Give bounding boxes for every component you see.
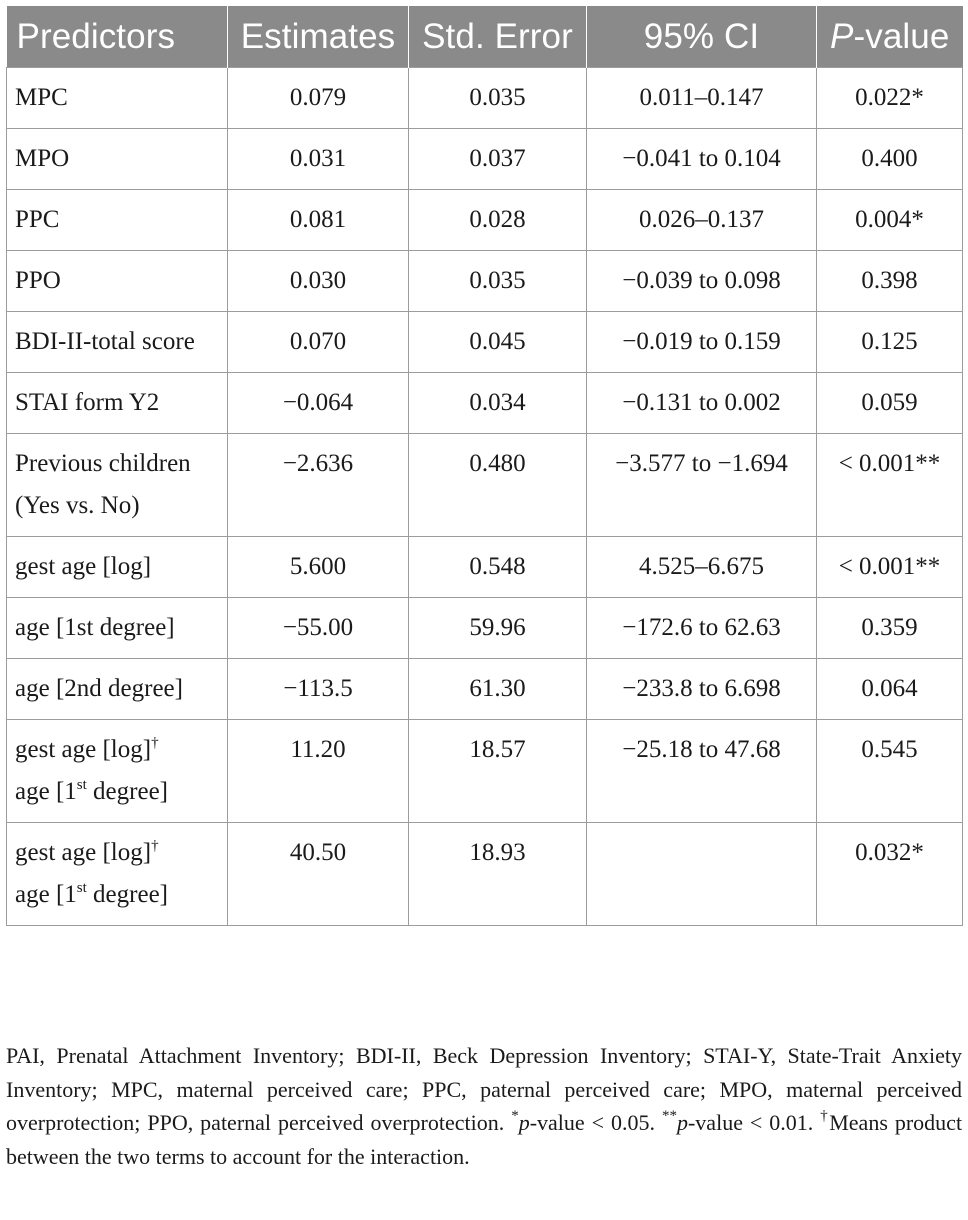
cell-predictor bbox=[7, 720, 228, 823]
cell-std-error: 0.035 bbox=[409, 68, 587, 129]
cell-ci: −0.041 to 0.104 bbox=[587, 129, 817, 190]
footnote-sig1 bbox=[511, 1110, 655, 1135]
table-row bbox=[7, 312, 963, 373]
cell-predictor: age [1st degree] bbox=[7, 598, 228, 659]
cell-ci: −25.18 to 47.68 bbox=[587, 720, 817, 823]
cell-ci: −0.019 to 0.159 bbox=[587, 312, 817, 373]
table-row bbox=[7, 537, 963, 598]
interaction-term-1: gest age [log] bbox=[15, 736, 152, 763]
table-row bbox=[7, 598, 963, 659]
cell-ci: −0.039 to 0.098 bbox=[587, 251, 817, 312]
cell-estimate: 0.030 bbox=[228, 251, 409, 312]
cell-std-error: 0.480 bbox=[409, 434, 587, 537]
table-row bbox=[7, 373, 963, 434]
table-row bbox=[7, 251, 963, 312]
cell-std-error: 0.037 bbox=[409, 129, 587, 190]
header-p-rest: -value bbox=[853, 16, 950, 56]
regression-table bbox=[6, 6, 963, 926]
cell-predictor: gest age [log] bbox=[7, 537, 228, 598]
dagger-mark: † bbox=[820, 1108, 830, 1124]
cell-ci: −172.6 to 62.63 bbox=[587, 598, 817, 659]
cell-std-error: 61.30 bbox=[409, 659, 587, 720]
sig2-text: -value < 0.01. bbox=[687, 1110, 814, 1135]
interaction-term-2b: degree] bbox=[86, 778, 168, 805]
cell-std-error: 59.96 bbox=[409, 598, 587, 659]
cell-p-value: < 0.001** bbox=[817, 537, 963, 598]
cell-estimate: −0.064 bbox=[228, 373, 409, 434]
cell-predictor: age [2nd degree] bbox=[7, 659, 228, 720]
cell-p-value: 0.064 bbox=[817, 659, 963, 720]
cell-estimate: −2.636 bbox=[228, 434, 409, 537]
cell-std-error: 18.57 bbox=[409, 720, 587, 823]
cell-p-value: 0.545 bbox=[817, 720, 963, 823]
cell-predictor: BDI-II-total score bbox=[7, 312, 228, 373]
interaction-term-1: gest age [log] bbox=[15, 839, 152, 866]
cell-estimate: 0.031 bbox=[228, 129, 409, 190]
table-row bbox=[7, 129, 963, 190]
p-italic: p bbox=[676, 1110, 688, 1135]
dagger-text: Means product between the two terms to account for the interaction. bbox=[6, 1110, 963, 1169]
cell-ci: 0.011–0.147 bbox=[587, 68, 817, 129]
star-mark: * bbox=[511, 1108, 519, 1124]
table-row bbox=[7, 190, 963, 251]
cell-p-value: 0.125 bbox=[817, 312, 963, 373]
cell-ci: −233.8 to 6.698 bbox=[587, 659, 817, 720]
cell-estimate: 0.070 bbox=[228, 312, 409, 373]
cell-estimate: 5.600 bbox=[228, 537, 409, 598]
cell-estimate: 11.20 bbox=[228, 720, 409, 823]
dagger-mark: † bbox=[151, 838, 159, 854]
cell-std-error: 0.035 bbox=[409, 251, 587, 312]
cell-estimate: −113.5 bbox=[228, 659, 409, 720]
header-row bbox=[7, 6, 963, 68]
cell-predictor: PPC bbox=[7, 190, 228, 251]
cell-std-error: 0.548 bbox=[409, 537, 587, 598]
cell-p-value: 0.359 bbox=[817, 598, 963, 659]
cell-p-value: 0.022* bbox=[817, 68, 963, 129]
cell-p-value: 0.032* bbox=[817, 823, 963, 926]
header-p-italic: P bbox=[830, 16, 854, 56]
cell-predictor: PPO bbox=[7, 251, 228, 312]
cell-std-error: 0.034 bbox=[409, 373, 587, 434]
cell-p-value: 0.059 bbox=[817, 373, 963, 434]
footnote-sig2 bbox=[662, 1110, 813, 1135]
cell-ci: 4.525–6.675 bbox=[587, 537, 817, 598]
cell-estimate: 0.079 bbox=[228, 68, 409, 129]
header-estimates: Estimates bbox=[228, 6, 409, 68]
interaction-term-2a: age [1 bbox=[15, 778, 77, 805]
ordinal-suffix: st bbox=[76, 777, 87, 793]
header-ci: 95% CI bbox=[587, 6, 817, 68]
interaction-term-2a: age [1 bbox=[15, 881, 77, 908]
table-footnote bbox=[6, 1039, 962, 1173]
regression-table-container bbox=[6, 6, 962, 926]
ordinal-suffix: st bbox=[76, 880, 87, 896]
cell-std-error: 18.93 bbox=[409, 823, 587, 926]
cell-predictor: MPO bbox=[7, 129, 228, 190]
table-header bbox=[7, 6, 963, 68]
table-row bbox=[7, 659, 963, 720]
double-star-mark: ** bbox=[661, 1108, 677, 1124]
cell-predictor: STAI form Y2 bbox=[7, 373, 228, 434]
cell-estimate: 0.081 bbox=[228, 190, 409, 251]
cell-estimate: −55.00 bbox=[228, 598, 409, 659]
cell-predictor: Previous children (Yes vs. No) bbox=[7, 434, 228, 537]
cell-p-value: 0.400 bbox=[817, 129, 963, 190]
cell-ci: 0.026–0.137 bbox=[587, 190, 817, 251]
table-row-interaction bbox=[7, 823, 963, 926]
table-row-interaction bbox=[7, 720, 963, 823]
cell-predictor: MPC bbox=[7, 68, 228, 129]
cell-p-value: 0.004* bbox=[817, 190, 963, 251]
header-p-value bbox=[817, 6, 963, 68]
header-predictors: Predictors bbox=[7, 6, 228, 68]
cell-predictor bbox=[7, 823, 228, 926]
cell-estimate: 40.50 bbox=[228, 823, 409, 926]
cell-p-value: < 0.001** bbox=[817, 434, 963, 537]
table-row bbox=[7, 68, 963, 129]
footnote-abbreviations: PAI, Prenatal Attachment Inventory; BDI-II, Beck Depression Inventory; STAI-Y, State-Trait Anxiety Inventory; MPC, maternal perceived care; PPC, paternal perceived care; MPO, maternal perceived overprotection; PPO, paternal perceived overprotection. bbox=[6, 1043, 962, 1135]
p-italic: p bbox=[518, 1110, 530, 1135]
cell-std-error: 0.045 bbox=[409, 312, 587, 373]
cell-ci: −0.131 to 0.002 bbox=[587, 373, 817, 434]
sig1-text: -value < 0.05. bbox=[529, 1110, 656, 1135]
cell-std-error: 0.028 bbox=[409, 190, 587, 251]
cell-ci bbox=[587, 823, 817, 926]
cell-ci: −3.577 to −1.694 bbox=[587, 434, 817, 537]
dagger-mark: † bbox=[151, 735, 159, 751]
table-body bbox=[7, 68, 963, 926]
cell-p-value: 0.398 bbox=[817, 251, 963, 312]
header-std-error: Std. Error bbox=[409, 6, 587, 68]
table-row bbox=[7, 434, 963, 537]
interaction-term-2b: degree] bbox=[86, 881, 168, 908]
